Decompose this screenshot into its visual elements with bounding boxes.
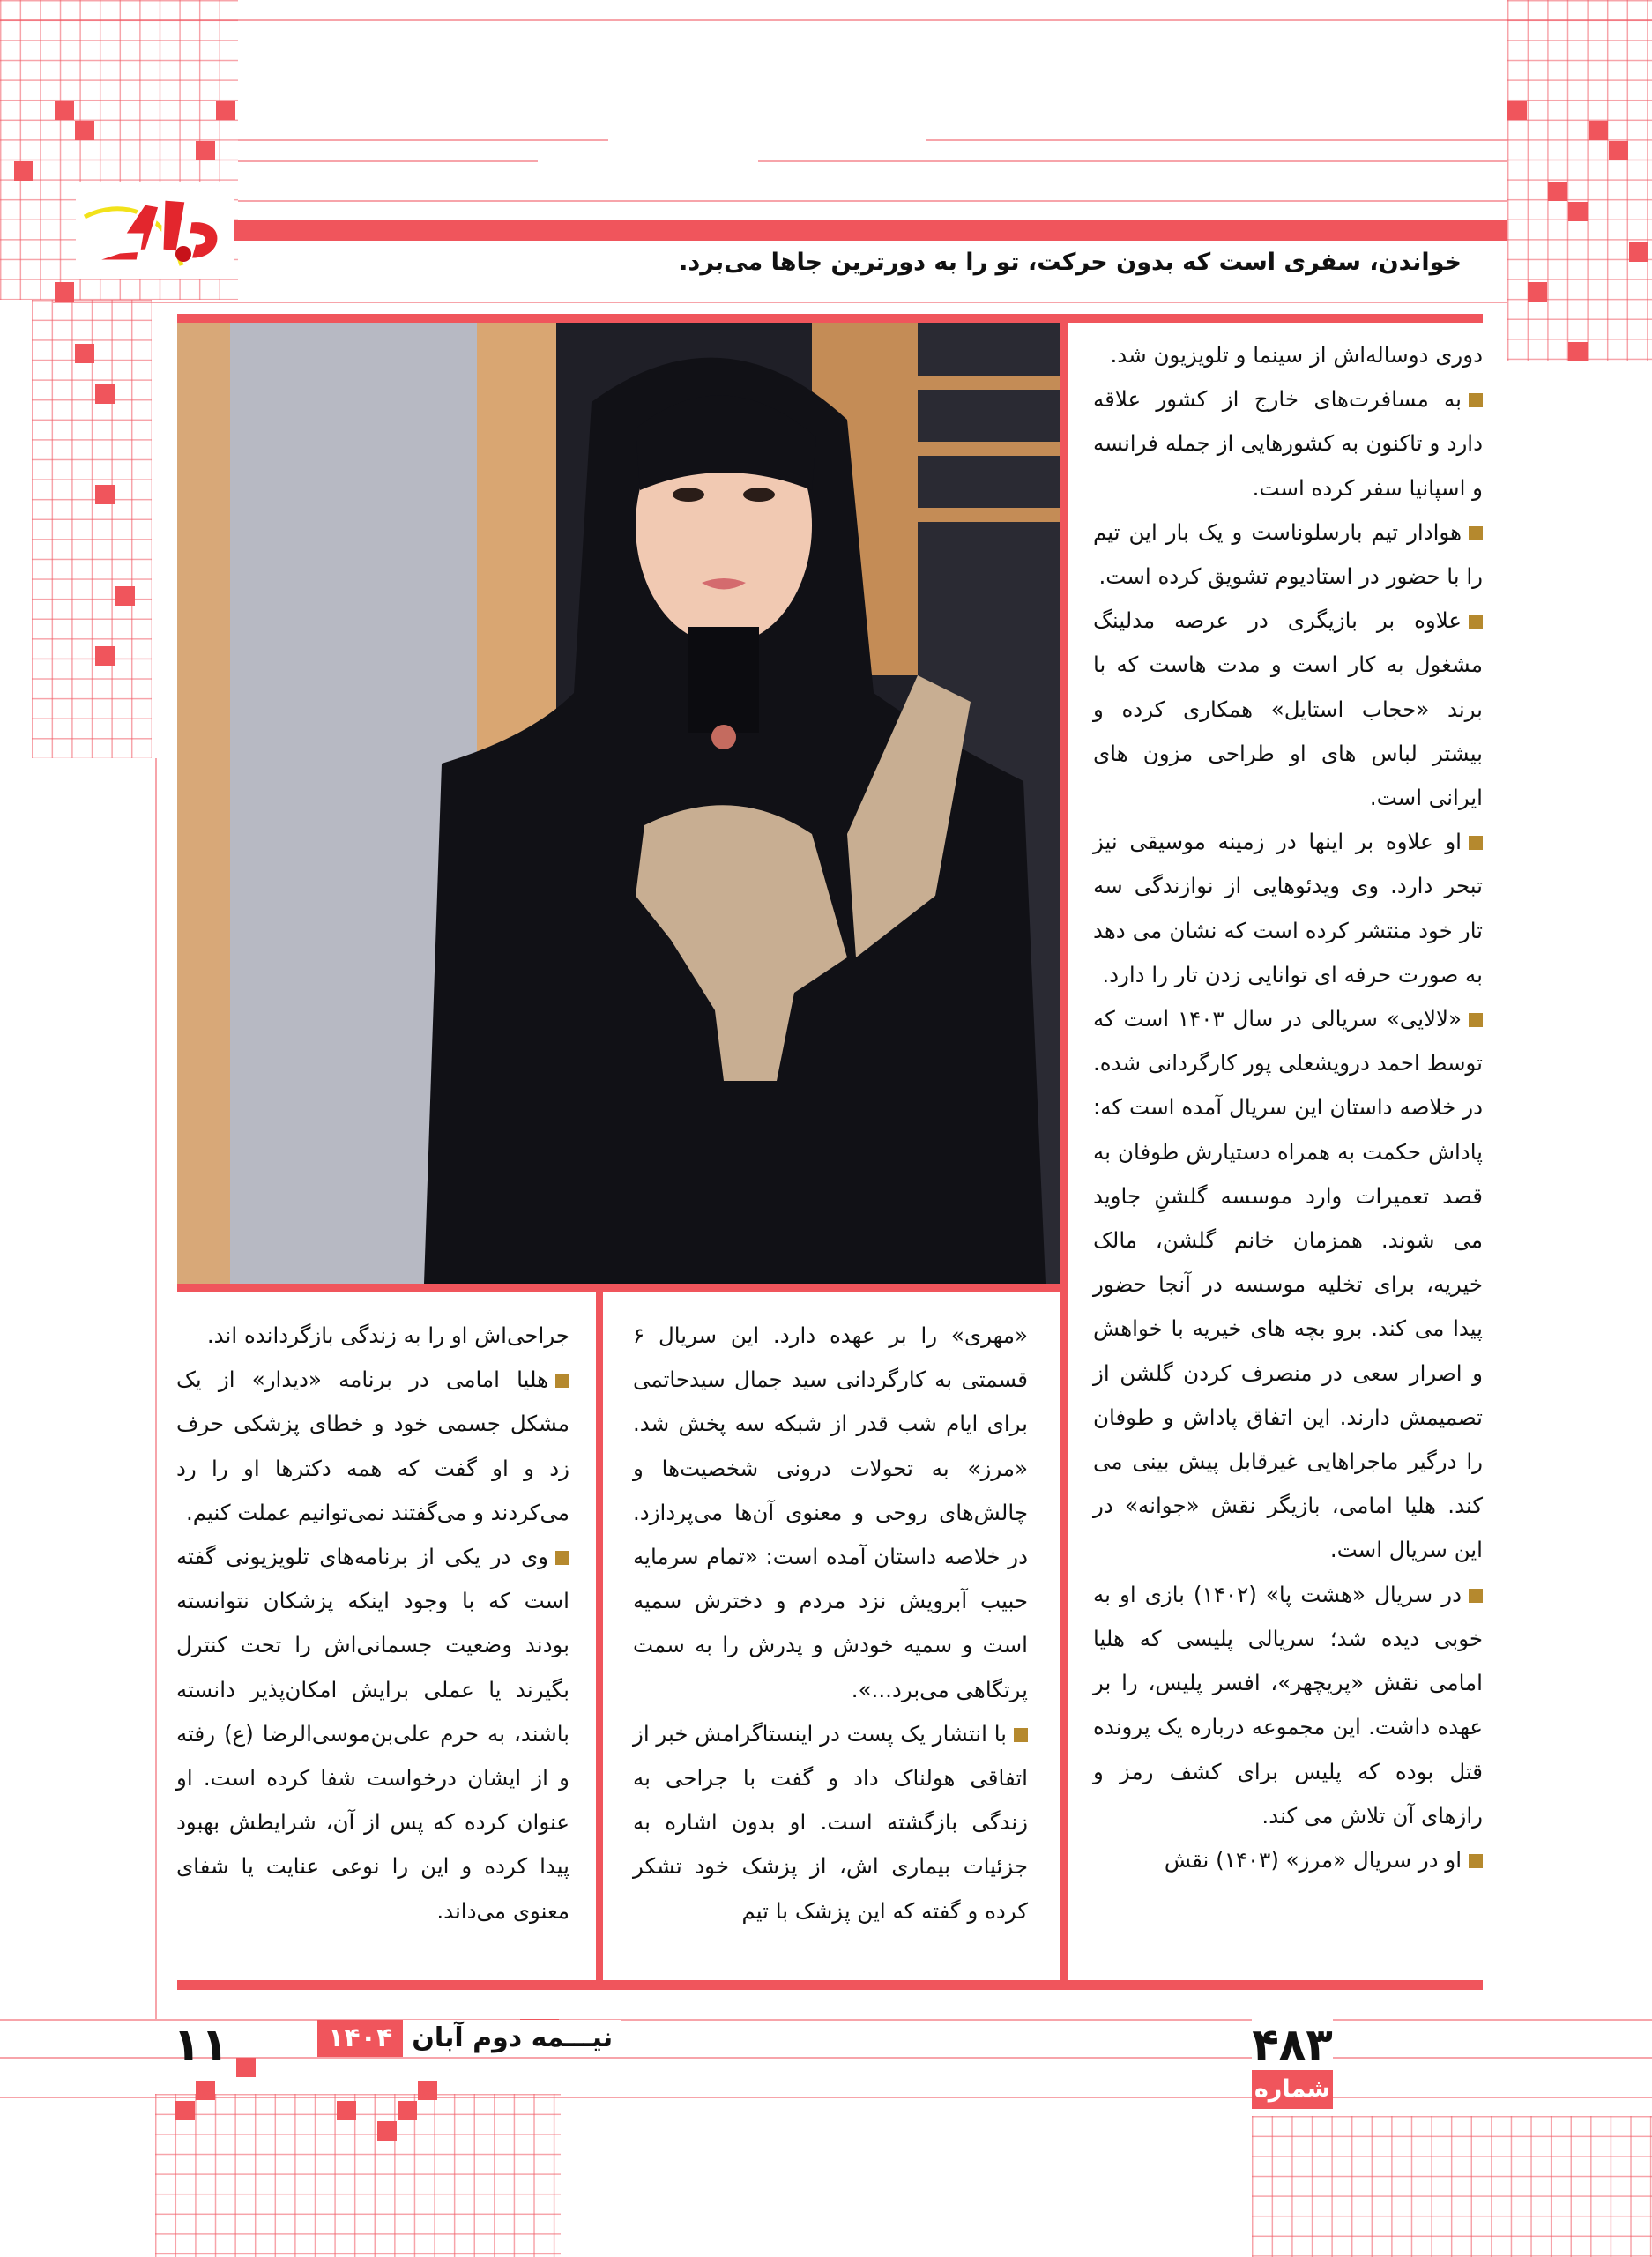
square-bullet-icon <box>1469 1589 1483 1603</box>
grid-square <box>1548 182 1567 201</box>
logo-icon <box>76 182 234 279</box>
issue-badge <box>1252 2019 1333 2109</box>
rule-line <box>926 139 1507 141</box>
article-column-middle <box>633 1314 1028 1933</box>
grid-square <box>337 2101 356 2120</box>
paragraph-text: «مهری» را بر عهده دارد. این سریال ۶ قسمتی به کارگردانی سید جمال سیدحاتمی برای ایام شب قدر از شبکه سه پخش شد. «مرز» به تحولات درونی شخصیت‌ها و چالش‌های روحی و معنوی آن‌ها می‌پردازد. در خلاصه داستان آمده است: «تمام سرمایه حبیب آبرویش نزد مردم و دخترش سمیه است و سمیه خودش و پدرش را به سمت پرتگاهی می‌برد...». <box>633 1322 1028 1702</box>
grid-square <box>236 2058 256 2077</box>
grid-square <box>175 2101 195 2120</box>
grid-square <box>1629 242 1648 262</box>
square-bullet-icon <box>555 1551 569 1565</box>
article-paragraph <box>176 1535 569 1933</box>
grid-square <box>196 141 215 160</box>
grid-square <box>1528 282 1547 302</box>
paragraph-text: او علاوه بر اینها در زمینه موسیقی نیز تبحر دارد. وی ویدئوهایی از نوازندگی سه تار خود منتشر کرده است که نشان می دهد به صورت حرفه ای توانایی زدن تار را دارد. <box>1093 829 1483 987</box>
article-paragraph <box>1093 820 1483 997</box>
article-column-right <box>1093 333 1483 1882</box>
rule-line <box>238 200 1507 202</box>
article-paragraph <box>1093 510 1483 599</box>
grid-square <box>1589 121 1608 140</box>
paragraph-text: علاوه بر بازیگری در عرصه مدلینگ مشغول به کار است و مدت هاست که با برند «حجاب استایل» همکاری کرده و بیشتر لباس های او طراحی مزون های ایرانی است. <box>1093 607 1483 811</box>
paragraph-text: جراحی‌اش او را به زندگی بازگردانده اند. <box>206 1322 569 1348</box>
grid-square <box>55 101 74 120</box>
issue-number: ۴۸۳ <box>1252 2019 1333 2070</box>
paragraph-text: به مسافرت‌های خارج از کشور علاقه دارد و تاکنون به کشورهایی از جمله فرانسه و اسپانیا سفر کرده است. <box>1093 386 1483 501</box>
square-bullet-icon <box>1469 1854 1483 1868</box>
square-bullet-icon <box>1469 526 1483 540</box>
article-paragraph <box>1093 377 1483 510</box>
square-bullet-icon <box>1469 393 1483 407</box>
grid-square <box>55 282 74 302</box>
paragraph-text: «لالایی» سریالی در سال ۱۴۰۳ است که توسط احمد درویشعلی پور کارگردانی شده. در خلاصه داستان این سریال آمده است که: پاداش حکمت به همراه دستیارش طوفان به قصد تعمیرات وارد موسسه گلشنِ جاوید می شوند. همزمان خانم گلشن، مالک خیریه، برای تخلیه موسسه در آنجا حضور پیدا می کند. برو بچه های خیریه با خواهش و اصرار سعی در منصرف کردن گلشن از تصمیمش دارند. این اتفاق پاداش و طوفان را درگیر ماجراهایی غیرقابل پیش بینی می کند. هلیا امامی، بازیگر نقش «جوانه» در این سریال است. <box>1093 1006 1483 1563</box>
paragraph-text: هلیا امامی در برنامه «دیدار» از یک مشکل جسمی خود و خطای پزشکی حرف زد و او گفت که همه دکترها او را رد می‌کردند و می‌گفتند نمی‌توانیم عملت کنیم. <box>176 1367 569 1525</box>
issue-year: ۱۴۰۴ <box>317 2020 403 2057</box>
grid-square <box>95 384 115 404</box>
square-bullet-icon <box>1469 1013 1483 1027</box>
decorative-grid-top-right <box>1507 0 1652 361</box>
magazine-logo <box>76 182 234 279</box>
rule-line <box>0 2097 1652 2098</box>
article-paragraph <box>1093 997 1483 1573</box>
issue-date-label: نیـــمه دوم آبان <box>403 2020 621 2057</box>
grid-square <box>216 101 235 120</box>
decorative-grid-bottom-left <box>155 2094 561 2257</box>
paragraph-text: وی در یکی از برنامه‌های تلویزیونی گفته است که با وجود اینکه پزشکان نتوانسته بودند وضعیت جسمانی‌اش را تحت کنترل بگیرند یا عملی برایش امکان‌پذیر دانسته باشند، به حرم علی‌بن‌موسی‌الرضا (ع) رفته و از ایشان درخواست شفا کرده است. او عنوان کرده که پس از آن، شرایطش بهبود پیدا کرده و این را نوعی عنایت یا شفای معنوی می‌داند. <box>176 1544 569 1924</box>
grid-square <box>75 344 94 363</box>
article-paragraph <box>1093 599 1483 820</box>
article-paragraph <box>176 1358 569 1535</box>
grid-square <box>115 586 135 606</box>
paragraph-text: در سریال «هشت پا» (۱۴۰۲) بازی او به خوبی دیده شد؛ سریالی پلیسی که هلیا امامی نقش «پریچهر»، افسر پلیس، را بر عهده داشت. این مجموعه درباره یک پرونده قتل بوده که پلیس برای کشف رمز و رازهای آن تلاش می کند. <box>1093 1581 1483 1829</box>
grid-square <box>1568 342 1588 361</box>
portrait-image <box>177 323 1060 1284</box>
grid-square <box>398 2101 417 2120</box>
header-red-bar <box>234 220 1507 241</box>
paragraph-text: با انتشار یک پست در اینستاگرامش خبر از اتفاقی هولناک داد و گفت با جراحی به زندگی بازگشته است. او بدون اشاره به جزئیات بیماری اش، از پزشک خود تشکر کرده و گفته که این پزشک با تیم <box>633 1720 1028 1924</box>
issue-label: شماره <box>1252 2070 1333 2109</box>
square-bullet-icon <box>1469 836 1483 850</box>
rule-line <box>0 2019 1652 2021</box>
column-separator-lower <box>596 1289 603 1982</box>
article-column-left <box>176 1314 569 1933</box>
decorative-grid-bottom-right <box>1252 2116 1652 2257</box>
article-photo <box>177 323 1060 1284</box>
issue-date <box>317 2020 621 2057</box>
column-separator-main <box>1060 323 1068 1982</box>
grid-square <box>14 161 33 181</box>
square-bullet-icon <box>1469 615 1483 629</box>
article-paragraph <box>633 1712 1028 1933</box>
grid-square <box>1568 202 1588 221</box>
frame-top-bar <box>177 314 1483 323</box>
rule-line <box>0 19 1652 21</box>
square-bullet-icon <box>1014 1728 1028 1742</box>
decorative-grid-left-side <box>32 300 152 758</box>
article-paragraph <box>176 1314 569 1358</box>
header-tagline: خواندن، سفری است که بدون حرکت، تو را به دورترین جاها می‌برد. <box>679 249 1462 276</box>
rule-line <box>238 139 608 141</box>
article-paragraph <box>1093 1838 1483 1882</box>
photo-bottom-bar <box>177 1284 1062 1292</box>
rule-line <box>155 758 157 2019</box>
paragraph-text: او در سریال «مرز» (۱۴۰۳) نقش <box>1164 1846 1462 1873</box>
rule-line <box>758 160 1507 162</box>
grid-square <box>196 2081 215 2100</box>
square-bullet-icon <box>555 1374 569 1388</box>
page-number: ۱۱ <box>173 2019 229 2072</box>
paragraph-text: هوادار تیم بارسلوناست و یک بار این تیم را با حضور در استادیوم تشویق کرده است. <box>1093 518 1483 590</box>
rule-line <box>53 302 1507 303</box>
rule-line <box>238 160 538 162</box>
article-paragraph <box>1093 333 1483 377</box>
grid-square <box>377 2121 397 2141</box>
grid-square <box>1507 101 1527 120</box>
grid-square <box>1609 141 1628 160</box>
grid-square <box>418 2081 437 2100</box>
article-paragraph <box>1093 1573 1483 1838</box>
grid-square <box>95 646 115 666</box>
grid-square <box>75 121 94 140</box>
article-paragraph <box>633 1314 1028 1712</box>
paragraph-text: دوری دوساله‌اش از سینما و تلویزیون شد. <box>1110 342 1483 368</box>
grid-square <box>95 485 115 504</box>
frame-bottom-bar <box>177 1980 1483 1990</box>
